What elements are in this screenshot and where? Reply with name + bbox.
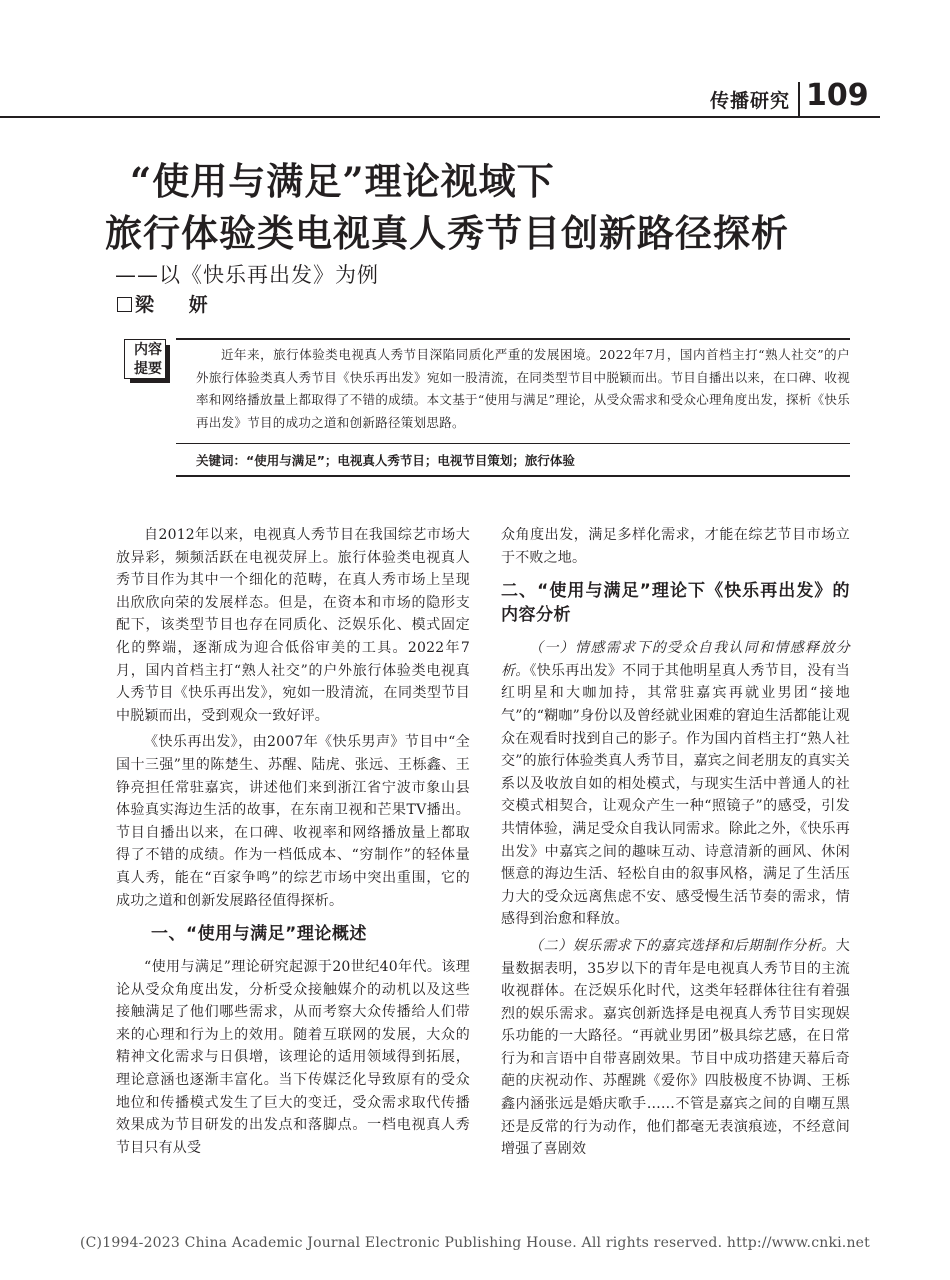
article-subtitle: ——以《快乐再出发》为例 bbox=[115, 263, 379, 287]
abstract-text: 近年来，旅行体验类电视真人秀节目深陷同质化严重的发展困境。2022年7月，国内首档主打“熟人社交”的户外旅行体验类真人秀节目《快乐再出发》宛如一股清流，在同类型节目中脱颖而出。节目自播出以来，在口碑、收视率和网络播放量上都取得了不错的成绩。本文基于“使用与满足”理论，从受众需求和受众心理角度出发，探析《快乐再出发》节目的成功之道和创新路径策划思路。 bbox=[196, 347, 850, 430]
page-number: 109 bbox=[806, 78, 869, 113]
keywords: 关键词：“使用与满足”；电视真人秀节目；电视节目策划；旅行体验 bbox=[196, 453, 575, 468]
paragraph: “使用与满足”理论研究起源于20世纪40年代。该理论从受众角度出发，分析受众接触媒介的动机以及这些接触满足了他们哪些需求，从而考察大众传播给人们带来的心理和行为上的效用。随着互联网的发展，大众的精神文化需求与日俱增，该理论的适用领域得到拓展，理论意涵也逐渐丰富化。当下传媒泛化导致原有的受众地位和传播模式发生了巨大的变迁，受众需求取代传播效果成为节目研发的出发点和落脚点。一档电视真人秀节目只有从受 bbox=[116, 959, 470, 1156]
abstract-rule-top bbox=[176, 338, 850, 340]
body-column-left bbox=[116, 524, 470, 1163]
copyright-notice: (C)1994-2023 China Academic Journal Electronic Publishing House. All rights reserved. http://www.cnki.net bbox=[79, 1235, 870, 1251]
header-divider bbox=[798, 82, 800, 116]
abstract-rule-middle bbox=[176, 443, 850, 444]
section-heading-2: 二、“使用与满足”理论下《快乐再出发》的内容分析 bbox=[501, 581, 850, 626]
paragraph: 自2012年以来，电视真人秀节目在我国综艺市场大放异彩，频频活跃在电视荧屏上。旅行体验类电视真人秀节目作为其中一个细化的范畴，在真人秀市场上呈现出欣欣向荣的发展样态。但是，在资本和市场的隐形支配下，该类型节目也存在同质化、泛娱乐化、模式固定化的弊端，逐渐成为迎合低俗审美的工具。2022年7月，国内首档主打“熟人社交”的户外旅行体验类电视真人秀节目《快乐再出发》，宛如一股清流，在同类型节目中脱颖而出，受到观众一致好评。 bbox=[116, 527, 470, 724]
paragraph-text: 《快乐再出发》不同于其他明星真人秀节目，没有当红明星和大咖加持，其常驻嘉宾再就业男团“接地气”的“糊咖”身份以及曾经就业困难的窘迫生活都能让观众在观看时找到自己的影子。作为国内首档主打“熟人社交”的旅行体验类真人秀节目，嘉宾之间老朋友的真实关系以及收放自如的相处模式，与现实生活中普通人的社交模式相契合，让观众产生一种“照镜子”的感受，引发共情体验，满足受众自我认同需求。除此之外，《快乐再出发》中嘉宾之间的趣味互动、诗意清新的画风、休闲惬意的海边生活、轻松自由的叙事风格，满足了生活压力大的受众远离焦虑不安、感受慢生活节奏的需求，情感得到治愈和释放。 bbox=[501, 662, 850, 928]
body-column-right bbox=[501, 524, 850, 1165]
subsection-paragraph-1 bbox=[501, 637, 850, 931]
header-rule bbox=[0, 116, 880, 118]
abstract-rule-bottom bbox=[176, 475, 850, 477]
section-heading-1: 一、“使用与满足”理论概述 bbox=[151, 924, 367, 945]
article-title-line1: “使用与满足”理论视域下 bbox=[130, 159, 555, 203]
abstract-label-line1: 内容 bbox=[134, 342, 162, 358]
paragraph: 众角度出发，满足多样化需求，才能在综艺节目市场立于不败之地。 bbox=[501, 527, 850, 566]
subsection-paragraph-2 bbox=[501, 935, 850, 1161]
running-head-section: 传播研究 bbox=[709, 90, 790, 112]
article-title-line2: 旅行体验类电视真人秀节目创新路径探析 bbox=[105, 211, 789, 255]
author-marker-icon bbox=[117, 297, 132, 312]
abstract-label bbox=[126, 341, 170, 379]
subsection-heading-2: （二）娱乐需求下的嘉宾选择和后期制作分析。 bbox=[529, 937, 836, 954]
paragraph-text: 大量数据表明，35岁以下的青年是电视真人秀节目的主流收视群体。在泛娱乐化时代，这类年轻群体往往有着强烈的娱乐需求。嘉宾创新选择是电视真人秀节目实现娱乐功能的一大路径。“再就业男团”极具综艺感，在日常行为和言语中自带喜剧效果。节目中成功搭建天幕后奇葩的庆祝动作、苏醒跳《爱你》四肢极度不协调、王栎鑫内涵张远是婚庆歌手……不管是嘉宾之间的自嘲互黑还是反常的行为动作，他们都毫无表演痕迹，不经意间增强了喜剧效 bbox=[501, 937, 850, 1158]
subsection-heading-1: （一）情感需求下的受众自我认同和情感释放分析。 bbox=[501, 640, 850, 679]
paragraph: 《快乐再出发》，由2007年《快乐男声》节目中“全国十三强”里的陈楚生、苏醒、陆虎、张远、王栎鑫、王铮亮担任常驻嘉宾，讲述他们来到浙江省宁波市象山县体验真实海边生活的故事，在东南卫视和芒果TV播出。节目自播出以来，在口碑、收视率和网络播放量上都取得了不错的成绩。作为一档低成本、“穷制作”的轻体量真人秀，能在“百家争鸣”的综艺市场中突出重围，它的成功之道和创新发展路径值得探析。 bbox=[116, 734, 470, 909]
abstract-label-line2: 提要 bbox=[134, 361, 162, 377]
author-name: 梁 妍 bbox=[135, 294, 222, 316]
